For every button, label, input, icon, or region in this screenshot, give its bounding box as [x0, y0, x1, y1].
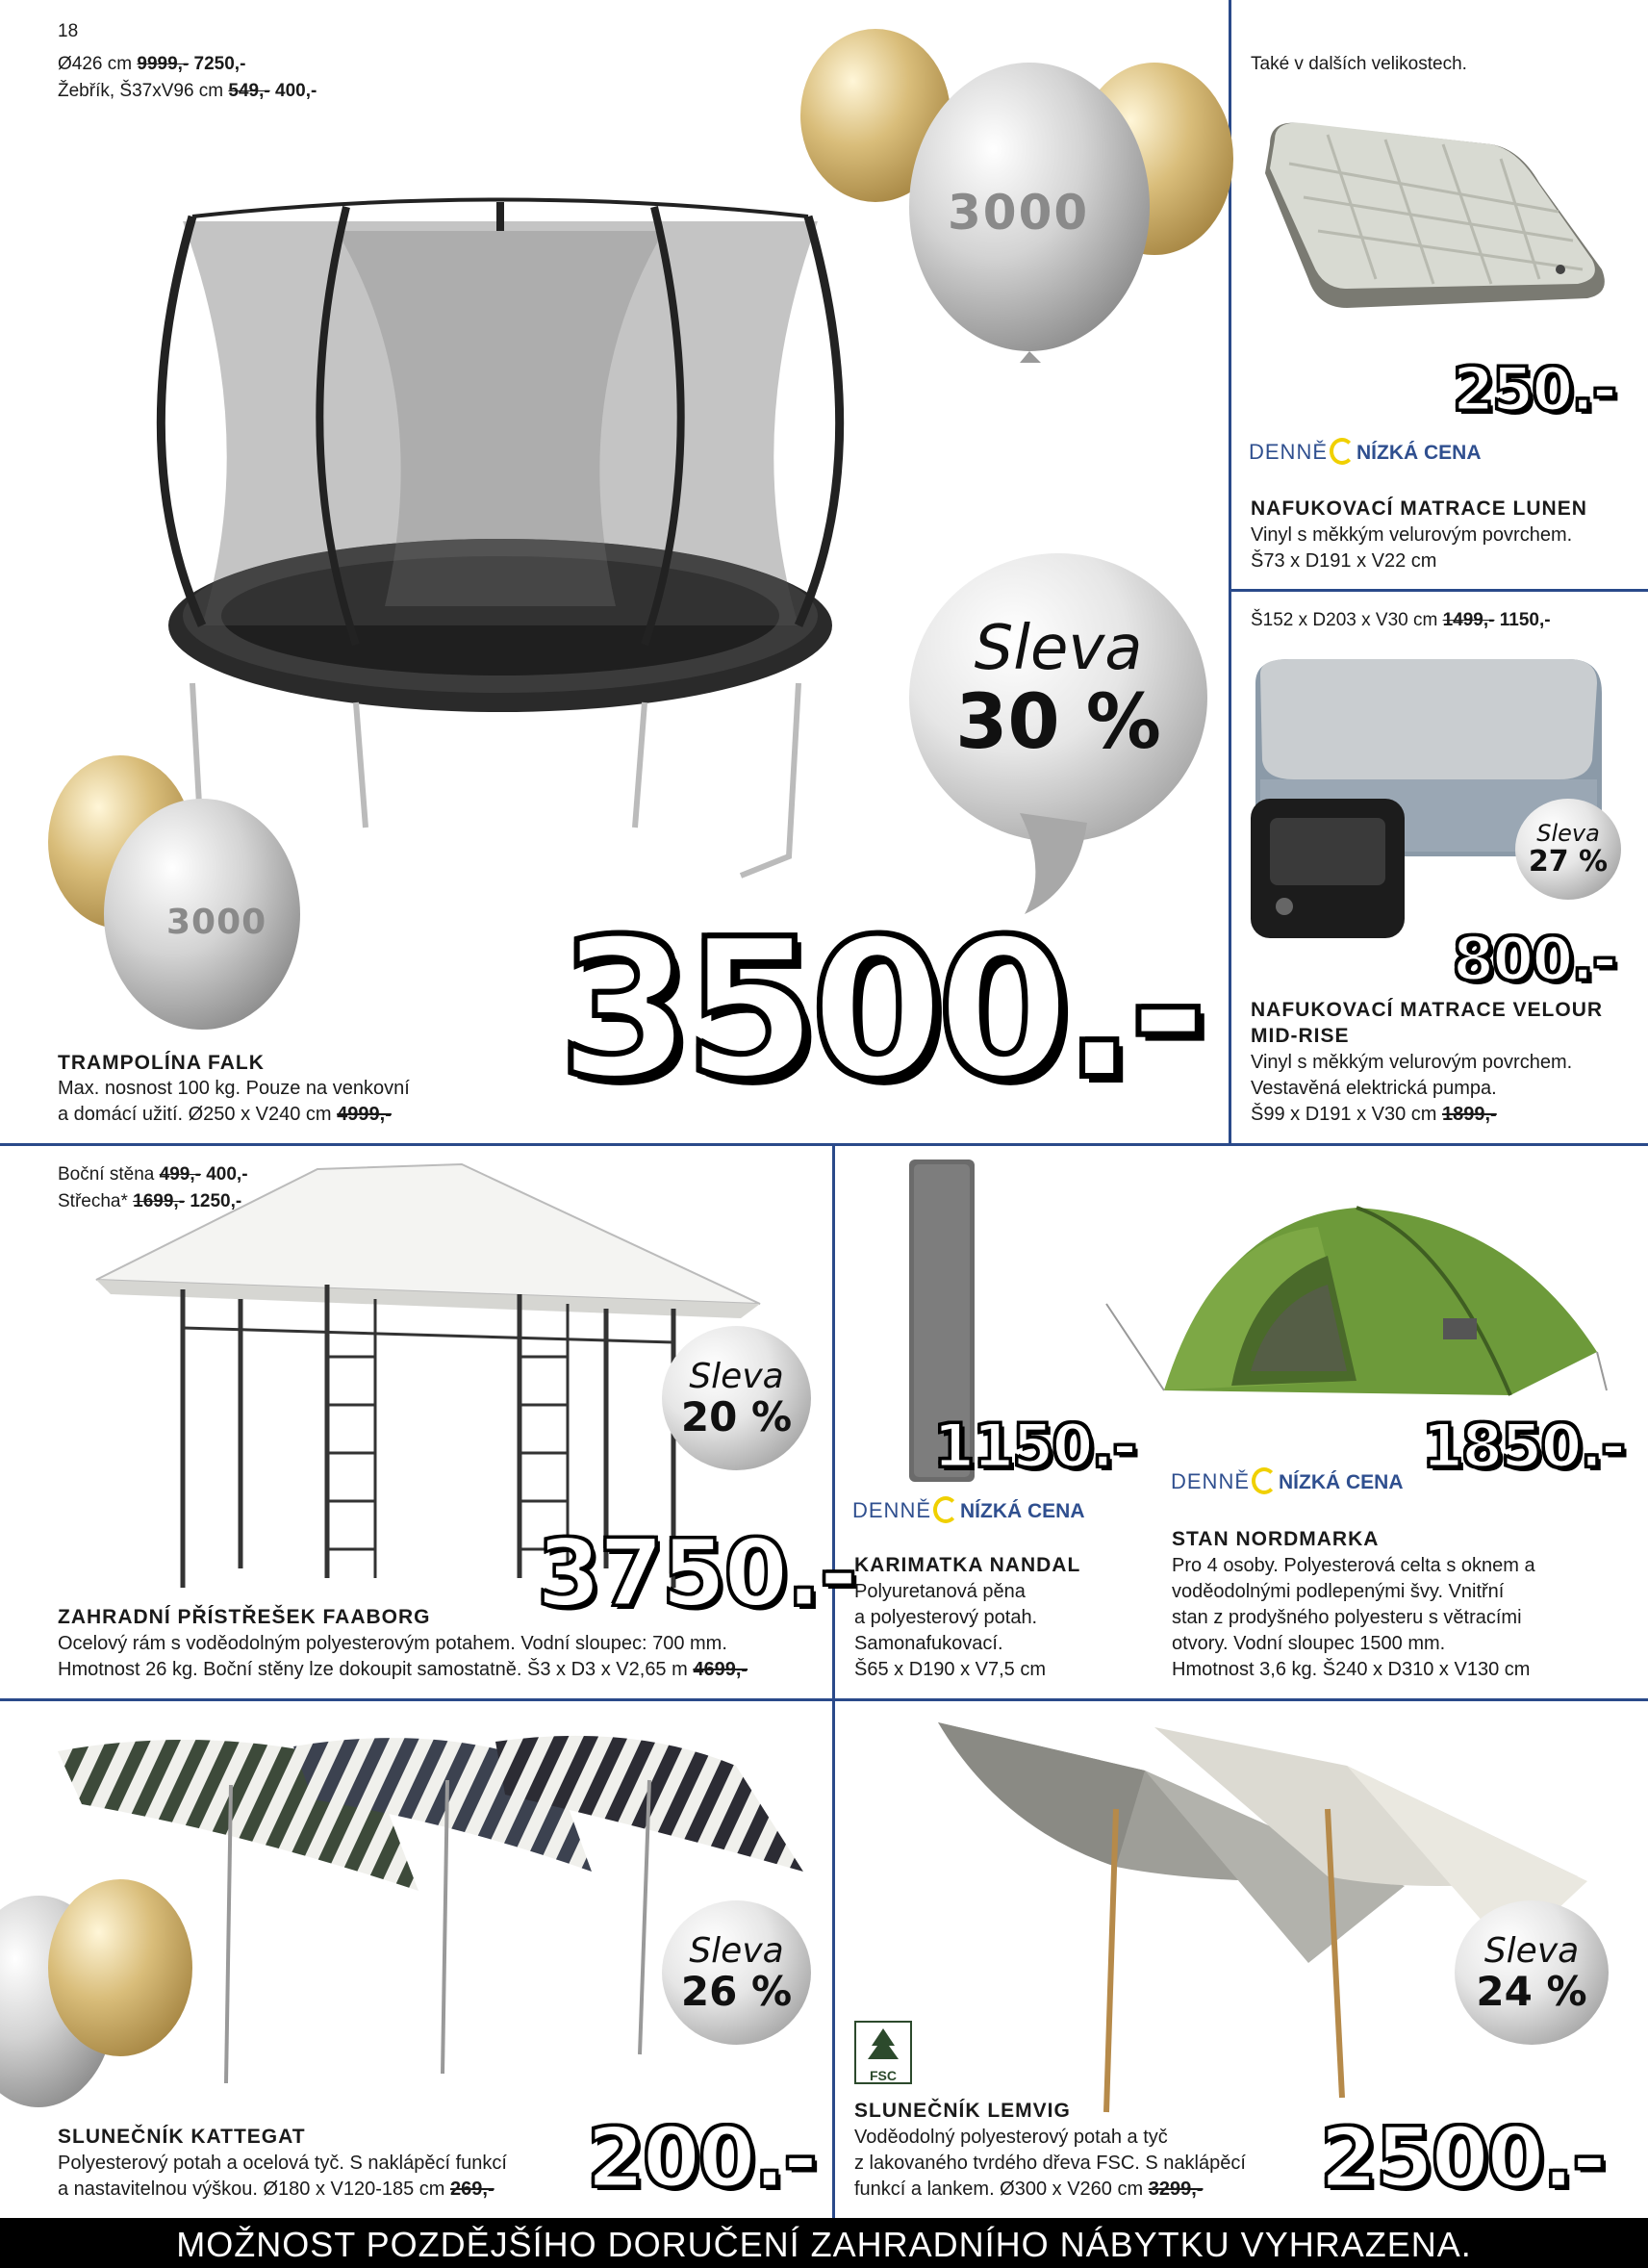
- karimatka-desc-3: Samonafukovací.: [854, 1633, 1003, 1654]
- lemvig-desc-2: z lakovaného tvrdého dřeva FSC. S naklápěcí: [854, 2153, 1246, 2174]
- divider-row2: [0, 1698, 1648, 1701]
- gazebo-desc-2: [58, 1657, 748, 1683]
- logo-swirl-icon: [1252, 1467, 1277, 1494]
- tent-desc-2: voděodolnými podlepenými švy. Vnitřní: [1172, 1581, 1505, 1602]
- trampoline-title: TRAMPOLÍNA FALK: [58, 1052, 265, 1074]
- denne-nizka-cena-logo: [1249, 438, 1482, 465]
- tent-title: STAN NORDMARKA: [1172, 1528, 1380, 1550]
- divider-vertical-middle: [832, 1143, 835, 2218]
- new-price: 1150,-: [1499, 610, 1551, 630]
- variant-label: Žebřík, Š37xV96 cm: [58, 81, 224, 101]
- variant-label: Ø426 cm: [58, 54, 133, 74]
- balloon-number-top: 3000: [948, 185, 1090, 241]
- desc-text: Š99 x D191 x V30 cm: [1251, 1104, 1437, 1125]
- desc-text: Hmotnost 26 kg. Boční stěny lze dokoupit samostatně. Š3 x D3 x V2,65 m: [58, 1659, 688, 1680]
- logo-part-2: NÍZKÁ CENA: [1279, 1471, 1404, 1493]
- variant-label: Boční stěna: [58, 1164, 155, 1185]
- velour-title-2: MID-RISE: [1251, 1025, 1350, 1047]
- discount-bubble-trampoline: [909, 553, 1207, 842]
- discount-value: 27 %: [1528, 845, 1609, 879]
- karimatka-desc-1: Polyuretanová pěna: [854, 1581, 1026, 1602]
- discount-value: 30 %: [955, 679, 1161, 766]
- desc-text: a nastavitelnou výškou. Ø180 x V120-185 cm: [58, 2179, 445, 2200]
- variant-label: Š152 x D203 x V30 cm: [1251, 610, 1438, 630]
- tent-desc-3: stan z prodyšného polyesteru s větracími: [1172, 1607, 1522, 1628]
- balloons-decoration-left: [48, 760, 308, 1039]
- logo-part-2: NÍZKÁ CENA: [1356, 442, 1482, 464]
- kattegat-price: 200.-: [587, 2110, 816, 2206]
- desc-text: funkcí a lankem. Ø300 x V260 cm: [854, 2179, 1144, 2200]
- page-number: 18: [58, 21, 79, 41]
- old-price: 4699,-: [693, 1659, 748, 1680]
- discount-bubble-gazebo: [662, 1326, 811, 1470]
- fsc-label: FSC: [870, 2068, 897, 2083]
- gazebo-desc-1: Ocelový rám s voděodolným polyesterovým potahem. Vodní sloupec: 700 mm.: [58, 1633, 727, 1654]
- variant-label: Střecha*: [58, 1191, 128, 1211]
- karimatka-price: 1150.-: [933, 1411, 1135, 1481]
- desc-text: a domácí užití. Ø250 x V240 cm: [58, 1104, 332, 1125]
- tent-price: 1850.-: [1422, 1411, 1624, 1481]
- discount-label: Sleva: [689, 1931, 784, 1971]
- karimatka-desc-2: a polyesterový potah.: [854, 1607, 1038, 1628]
- fsc-logo: [854, 2021, 912, 2084]
- discount-label: Sleva: [1483, 1931, 1580, 1971]
- lemvig-desc-1: Voděodolný polyesterový potah a tyč: [854, 2127, 1168, 2148]
- kattegat-title: SLUNEČNÍK KATTEGAT: [58, 2126, 306, 2148]
- lunen-note: Také v dalších velikostech.: [1251, 54, 1467, 74]
- gazebo-price: 3750.-: [537, 1519, 856, 1627]
- divider-row1: [0, 1143, 1648, 1146]
- velour-price: 800.-: [1453, 924, 1615, 994]
- karimatka-desc-4: Š65 x D190 x V7,5 cm: [854, 1659, 1046, 1680]
- mattress-lunen-image: [1251, 115, 1616, 318]
- divider-top-right-split: [1229, 589, 1648, 592]
- velour-desc-3: [1251, 1102, 1497, 1128]
- logo-part-1: DENNĚ: [1171, 1469, 1251, 1493]
- tent-desc-4: otvory. Vodní sloupec 1500 mm.: [1172, 1633, 1446, 1654]
- old-price: 499,-: [159, 1164, 201, 1185]
- trampoline-desc-2: [58, 1102, 392, 1128]
- logo-swirl-icon: [1330, 438, 1355, 465]
- old-price: 9999,-: [137, 54, 190, 74]
- trampoline-price: 3500.-: [558, 898, 1201, 1122]
- tree-icon: [856, 2026, 910, 2063]
- old-price: 1699,-: [133, 1191, 186, 1211]
- velour-desc-2: Vestavěná elektrická pumpa.: [1251, 1078, 1497, 1099]
- discount-value: 20 %: [680, 1393, 793, 1440]
- old-price: 269,-: [450, 2179, 494, 2200]
- logo-swirl-icon: [933, 1496, 958, 1523]
- new-price: 400,-: [275, 81, 317, 101]
- old-price: 549,-: [228, 81, 270, 101]
- lemvig-title: SLUNEČNÍK LEMVIG: [854, 2100, 1071, 2122]
- tent-desc-5: Hmotnost 3,6 kg. Š240 x D310 x V130 cm: [1172, 1659, 1531, 1680]
- velour-variant: [1251, 608, 1551, 633]
- denne-nizka-cena-logo: [852, 1496, 1085, 1523]
- gazebo-title: ZAHRADNÍ PŘÍSTŘEŠEK FAABORG: [58, 1606, 431, 1628]
- tent-desc-1: Pro 4 osoby. Polyesterová celta s oknem a: [1172, 1555, 1535, 1576]
- trampoline-variant-2: [58, 79, 317, 104]
- new-price: 1250,-: [190, 1191, 242, 1211]
- old-price: 3299,-: [1148, 2179, 1204, 2200]
- balloon-number-left: 3000: [166, 903, 267, 942]
- tent-image: [1106, 1198, 1607, 1410]
- lemvig-desc-3: [854, 2177, 1203, 2203]
- old-price: 1899,-: [1442, 1104, 1497, 1125]
- discount-value: 26 %: [680, 1968, 793, 2015]
- discount-bubble-velour: [1515, 799, 1621, 900]
- lunen-desc-1: Vinyl s měkkým velurovým povrchem.: [1251, 524, 1573, 546]
- lunen-desc-2: Š73 x D191 x V22 cm: [1251, 550, 1437, 572]
- logo-part-1: DENNĚ: [852, 1498, 932, 1522]
- lunen-title: NAFUKOVACÍ MATRACE LUNEN: [1251, 497, 1587, 520]
- balloons-decoration-bottom: [0, 1886, 192, 2155]
- old-price: 1499,-: [1442, 610, 1495, 630]
- discount-bubble-lemvig: [1455, 1900, 1609, 2045]
- footer-banner: MOŽNOST POZDĚJŠÍHO DORUČENÍ ZAHRADNÍHO NÁBYTKU VYHRAZENA.: [0, 2218, 1648, 2268]
- trampoline-desc-1: Max. nosnost 100 kg. Pouze na venkovní: [58, 1078, 410, 1099]
- lemvig-price: 2500.-: [1320, 2110, 1605, 2206]
- new-price: 7250,-: [193, 54, 246, 74]
- old-price: 4999,-: [337, 1104, 392, 1125]
- trampoline-variant-1: [58, 52, 245, 77]
- new-price: 400,-: [206, 1164, 248, 1185]
- discount-bubble-kattegat: [662, 1900, 811, 2045]
- velour-desc-1: Vinyl s měkkým velurovým povrchem.: [1251, 1052, 1573, 1073]
- lunen-price: 250.-: [1453, 354, 1615, 424]
- karimatka-title: KARIMATKA NANDAL: [854, 1554, 1081, 1576]
- discount-label: Sleva: [1536, 820, 1600, 847]
- discount-label: Sleva: [689, 1357, 784, 1396]
- logo-part-2: NÍZKÁ CENA: [960, 1500, 1085, 1522]
- kattegat-desc-2: [58, 2177, 494, 2203]
- discount-label: Sleva: [974, 613, 1143, 684]
- velour-title-1: NAFUKOVACÍ MATRACE VELOUR: [1251, 999, 1604, 1021]
- kattegat-desc-1: Polyesterový potah a ocelová tyč. S naklápěcí funkcí: [58, 2153, 507, 2174]
- logo-part-1: DENNĚ: [1249, 440, 1329, 464]
- discount-value: 24 %: [1476, 1968, 1587, 2015]
- denne-nizka-cena-logo: [1171, 1467, 1404, 1494]
